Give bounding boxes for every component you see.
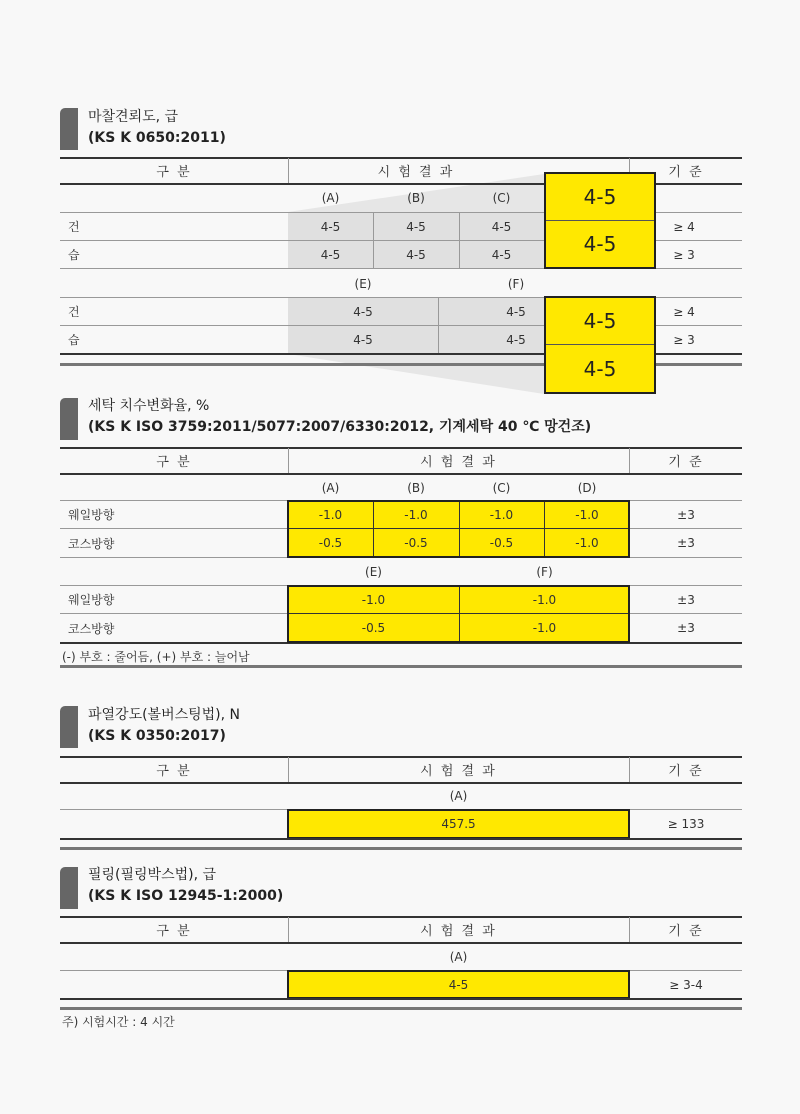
value-cell: 4-5 (491, 247, 512, 262)
zoom-value: 4-5 (583, 309, 617, 333)
value-cell: -0.5 (318, 536, 343, 550)
col-label: (A) (449, 789, 468, 803)
section-standard: (KS K 0650:2011) (88, 130, 226, 146)
value-cell: -0.5 (404, 536, 428, 550)
section-heading: 마찰견뢰도, 급 (88, 109, 179, 125)
value-cell: 4-5 (320, 247, 341, 262)
col-label: (E) (354, 277, 372, 291)
row-label-dry: 건 (68, 305, 80, 319)
header-result: 시 험 결 과 (420, 764, 497, 779)
section-end-rule (60, 665, 742, 668)
col-label: (E) (365, 565, 382, 579)
col-label: (D) (577, 480, 597, 495)
header-result: 시 험 결 과 (420, 455, 497, 470)
section-heading: 필링(필링박스법), 급 (88, 867, 217, 883)
value-cell: 4-5 (320, 219, 341, 234)
section-title (88, 396, 591, 438)
row-label-wet: 습 (68, 333, 80, 347)
standard-cell: ≥ 3 (673, 332, 695, 347)
row-label-dry: 건 (68, 220, 80, 234)
value-cell: -0.5 (361, 621, 386, 635)
header-standard: 기 준 (668, 924, 704, 939)
header-gubun: 구 분 (156, 924, 192, 939)
section-marker (60, 867, 78, 909)
section-marker (60, 706, 78, 748)
col-label: (F) (507, 277, 525, 291)
header-result: 시 험 결 과 (420, 924, 497, 939)
col-label: (C) (492, 480, 511, 495)
row-label-course: 코스방향 (68, 536, 115, 551)
col-label: (B) (407, 191, 425, 205)
divider (629, 917, 630, 942)
value-cell: -1.0 (361, 592, 386, 607)
section-heading: 파열강도(볼버스팅법), N (88, 707, 241, 723)
value-cell: -1.0 (489, 507, 514, 522)
header-gubun: 구 분 (156, 764, 192, 779)
value-cell: 4-5 (491, 219, 512, 234)
standard-cell: ≥ 4 (673, 219, 695, 234)
col-label: (A) (321, 480, 340, 495)
row-label-wale: 웨일방향 (68, 593, 115, 607)
value-cell: -1.0 (575, 507, 599, 522)
row-rule (60, 838, 742, 840)
header-standard: 기 준 (668, 764, 704, 779)
value-cell: 4-5 (506, 304, 526, 319)
value-cell: -1.0 (318, 507, 343, 522)
header-standard: 기 준 (668, 165, 704, 180)
value-cell: 4-5 (353, 304, 373, 319)
section-title (88, 865, 283, 907)
standard-cell: ±3 (677, 621, 695, 635)
section-marker (60, 398, 78, 440)
section-standard: (KS K 0350:2017) (88, 728, 226, 744)
standard-cell: ±3 (677, 592, 695, 607)
divider (629, 757, 630, 782)
section-heading: 세탁 치수변화율, % (88, 398, 210, 414)
value-cell: 4-5 (353, 332, 373, 347)
header-standard: 기 준 (668, 455, 704, 470)
standard-cell: ≥ 4 (673, 304, 695, 319)
zoom-value: 4-5 (583, 232, 617, 256)
standard-cell: ±3 (677, 507, 695, 522)
col-label: (A) (449, 949, 468, 964)
divider (629, 448, 630, 473)
header-result: 시 험 결 과 (377, 165, 455, 180)
header-gubun: 구 분 (156, 455, 192, 470)
section-standard: (KS K ISO 3759:2011/5077:2007/6330:2012, 기계세탁 40 ℃ 망건조) (88, 419, 592, 435)
value-cell: -1.0 (532, 592, 557, 607)
value-cell: 4-5 (406, 247, 426, 262)
standard-cell: ±3 (677, 536, 695, 550)
section-end-rule (60, 847, 742, 850)
section-standard: (KS K ISO 12945-1:2000) (88, 888, 284, 904)
divider (288, 448, 289, 473)
zoom-box (544, 172, 656, 269)
row-rule (60, 998, 742, 1000)
divider (288, 757, 289, 782)
value-cell: -1.0 (404, 507, 428, 522)
standard-cell: ≥ 3 (673, 247, 695, 262)
divider (288, 917, 289, 942)
col-label: (B) (407, 480, 425, 495)
section-title (88, 705, 240, 747)
value-cell: -1.0 (575, 536, 599, 550)
value-cell: 4-5 (448, 977, 469, 992)
row-label-wale: 웨일방향 (68, 508, 115, 522)
zoom-value: 4-5 (583, 356, 617, 381)
row-label-course: 코스방향 (68, 621, 115, 636)
value-cell: 457.5 (441, 817, 476, 831)
col-label: (A) (321, 191, 340, 205)
col-label: (F) (536, 565, 553, 579)
sign-note: (-) 부호 : 줄어듬, (+) 부호 : 늘어남 (62, 650, 250, 664)
divider (288, 158, 289, 183)
header-gubun: 구 분 (156, 165, 192, 180)
zoom-value: 4-5 (583, 185, 617, 209)
value-cell: 4-5 (506, 332, 526, 347)
col-label: (C) (492, 191, 511, 205)
value-cell: -1.0 (532, 621, 557, 635)
value-cell: -0.5 (489, 536, 514, 550)
row-label-wet: 습 (68, 248, 80, 262)
zoom-box (544, 296, 656, 394)
section-end-rule (60, 1007, 742, 1010)
standard-cell: ≥ 133 (667, 817, 705, 831)
standard-cell: ≥ 3-4 (669, 977, 703, 992)
value-cell: 4-5 (406, 219, 426, 234)
test-time-note: 주) 시험시간 : 4 시간 (62, 1015, 175, 1029)
